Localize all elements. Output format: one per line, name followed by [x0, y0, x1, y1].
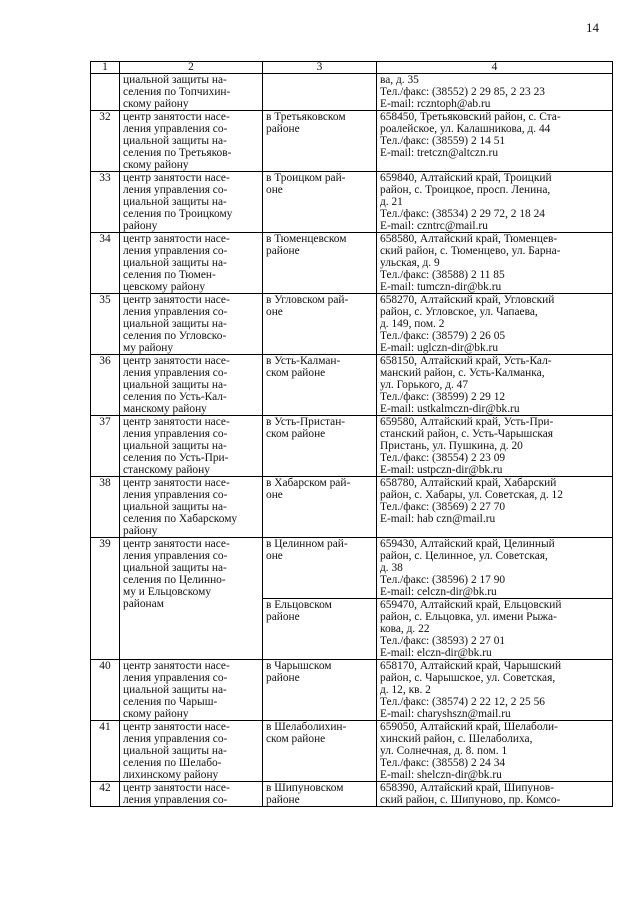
- row-number: 42: [91, 782, 120, 807]
- row-number: 40: [91, 660, 120, 721]
- row-number: 38: [91, 477, 120, 538]
- district: в Хабарском рай- оне: [266, 477, 351, 501]
- row-number: 34: [91, 233, 120, 294]
- organization-name: центр занятости насе- ления управления со- циальной защиты на- селения по Хабарскому району: [123, 477, 238, 537]
- row-number: 35: [91, 294, 120, 355]
- table-header-row: [91, 62, 613, 74]
- contacts-table: [90, 61, 613, 807]
- district: в Троицком рай- оне: [266, 172, 346, 196]
- district: в Шелаболихин- ском районе: [266, 721, 347, 745]
- contact-details: 659470, Алтайский край, Ельцовский район, с. Ельцовка, ул. имени Рыжа- кова, д. 22 Тел./факс: (38593) 2 27 01 E-mail: elczn-dir@bk.ru: [380, 599, 562, 659]
- contact-details: 658390, Алтайский край, Шипунов- ский район, с. Шипуново, пр. Комсо-: [380, 782, 561, 806]
- table-row: [91, 660, 613, 721]
- contact-details: 659430, Алтайский край, Целинный район, с. Целинное, ул. Советская, д. 38 Тел./факс: (38596) 2 17 90 E-mail: celczn-dir@bk.ru: [380, 538, 555, 598]
- district: в Ельцовском районе: [266, 599, 332, 623]
- district: в Тюменцевском районе: [266, 233, 347, 257]
- header-cell: 3: [263, 62, 377, 74]
- organization-name: центр занятости насе- ления управления со- циальной защиты на- селения по Шелабо- лихинскому району: [123, 721, 230, 781]
- contact-details: 658580, Алтайский край, Тюменцев- ский район, с. Тюменцево, ул. Барна- ульская, д. 9 Тел./факс: (38588) 2 11 85 E-mail: tumczn-dir@bk.ru: [380, 233, 561, 293]
- organization-name: центр занятости насе- ления управления со- циальной защиты на- селения по Усть-Кал- манскому району: [123, 355, 230, 415]
- contact-details: 658780, Алтайский край, Хабарский район, с. Хабары, ул. Советская, д. 12 Тел./факс: (38569) 2 27 70 E-mail: hab czn@mail.ru: [380, 477, 563, 525]
- page-number: 14: [586, 20, 599, 35]
- district: в Третьяковском районе: [266, 111, 346, 135]
- organization-name: центр занятости насе- ления управления со- циальной защиты на- селения по Целинно- му и Ельцовскому районам: [123, 538, 230, 610]
- organization-name: центр занятости насе- ления управления со-: [123, 782, 230, 806]
- organization-name: центр занятости насе- ления управления со- циальной защиты на- селения по Тюмен- цевскому району: [123, 233, 230, 293]
- table-row: [91, 172, 613, 233]
- organization-name: центр занятости насе- ления управления со- циальной защиты на- селения по Усть-При- станскому району: [123, 416, 230, 476]
- row-number: 32: [91, 111, 120, 172]
- row-number: 37: [91, 416, 120, 477]
- row-number: 33: [91, 172, 120, 233]
- table-row: [91, 416, 613, 477]
- district: в Целинном рай- оне: [266, 538, 348, 562]
- header-cell: 1: [91, 62, 120, 74]
- row-number: [91, 74, 120, 111]
- table-row: [91, 111, 613, 172]
- table-row: [91, 233, 613, 294]
- organization-name: центр занятости насе- ления управления со- циальной защиты на- селения по Троицкому району: [123, 172, 233, 232]
- row-number: 41: [91, 721, 120, 782]
- district: в Усть-Калман- ском районе: [266, 355, 341, 379]
- table-row: [91, 294, 613, 355]
- table-row: [91, 721, 613, 782]
- row-number: 39: [91, 538, 120, 660]
- organization-name: центр занятости насе- ления управления со- циальной защиты на- селения по Третьяков- скому району: [123, 111, 232, 171]
- contact-details: 659580, Алтайский край, Усть-При- станский район, с. Усть-Чарышская Пристань, ул. Пушкина, д. 20 Тел./факс: (38554) 2 23 09 E-mail: ustpczn-dir@bk.ru: [380, 416, 554, 476]
- district: в Угловском рай- оне: [266, 294, 349, 318]
- district: в Усть-Пристан- ском районе: [266, 416, 346, 440]
- organization-name: центр занятости насе- ления управления со- циальной защиты на- селения по Угловско- му району: [123, 294, 230, 354]
- organization-name: циальной защиты на- селения по Топчихин- скому району: [123, 74, 231, 110]
- organization-name: центр занятости насе- ления управления со- циальной защиты на- селения по Чарыш- скому району: [123, 660, 230, 720]
- row-number: 36: [91, 355, 120, 416]
- contact-details: 658450, Третьяковский район, с. Ста- роалейское, ул. Калашникова, д. 44 Тел./факс: (38559) 2 14 51 E-mail: tretczn@altczn.ru: [380, 111, 561, 159]
- contact-details: ва, д. 35 Тел./факс: (38552) 2 29 85, 2 23 23 E-mail: rczntoph@ab.ru: [380, 74, 545, 110]
- contact-details: 659840, Алтайский край, Троицкий район, с. Троицкое, просп. Ленина, д. 21 Тел./факс: (38534) 2 29 72, 2 18 24 E-mail: czntrc@mail.ru: [380, 172, 552, 232]
- header-cell: 2: [120, 62, 263, 74]
- contact-details: 658270, Алтайский край, Угловский район, с. Угловское, ул. Чапаева, д. 149, пом. 2 Тел./факс: (38579) 2 26 05 E-mail: uglczn-dir@bk.ru: [380, 294, 555, 354]
- contact-details: 658150, Алтайский край, Усть-Кал- манский район, с. Усть-Калманка, ул. Горького, д. 47 Тел./факс: (38599) 2 29 12 E-mail: ustkalmczn-dir@bk.ru: [380, 355, 552, 415]
- district: в Чарышском районе: [266, 660, 332, 684]
- table-row: [91, 782, 613, 807]
- table-row: [91, 74, 613, 111]
- table-row: [91, 538, 613, 599]
- contact-details: 659050, Алтайский край, Шелаболи- хинский район, с. Шелаболиха, ул. Солнечная, д. 8. пом. 1 Тел./факс: (38558) 2 24 34 E-mail: shelczn-dir@bk.ru: [380, 721, 558, 781]
- table-row: [91, 477, 613, 538]
- header-cell: 4: [377, 62, 613, 74]
- table-row: [91, 355, 613, 416]
- contact-details: 658170, Алтайский край, Чарышский район, с. Чарышское, ул. Советская, д. 12, кв. 2 Тел./факс: (38574) 2 22 12, 2 25 56 E-mail: charyshszn@mail.ru: [380, 660, 562, 720]
- district: в Шипуновском районе: [266, 782, 344, 806]
